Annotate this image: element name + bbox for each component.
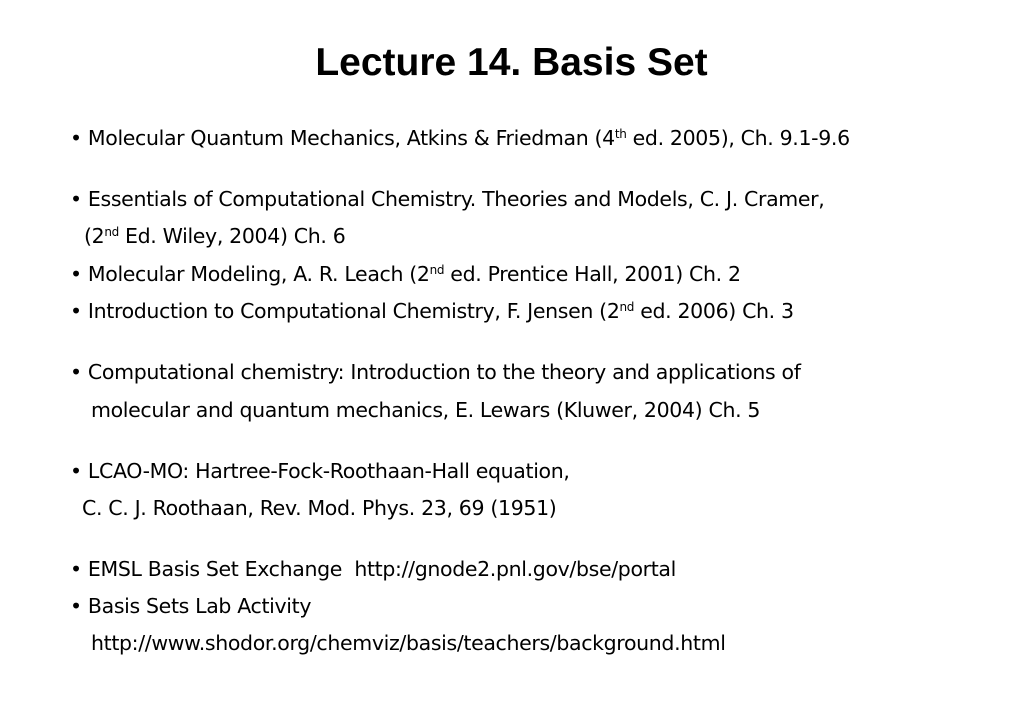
- ordinal-suffix: nd: [619, 300, 635, 314]
- bullet: •: [70, 360, 88, 384]
- reference-text: Introduction to Computational Chemistry, F. Jensen (2: [87, 299, 620, 323]
- reference-text: Molecular Modeling, A. R. Leach (2: [87, 262, 430, 286]
- reference-leach: [70, 259, 741, 289]
- bullet: •: [70, 459, 88, 483]
- bullet: •: [70, 557, 88, 581]
- bullet: •: [70, 299, 88, 323]
- reference-text: LCAO-MO: Hartree-Fock-Roothaan-Hall equation,: [87, 459, 570, 483]
- reference-url: http://www.shodor.org/chemviz/basis/teachers/background.html: [91, 631, 726, 655]
- reference-text: ed. 2005), Ch. 9.1-9.6: [626, 126, 850, 150]
- reference-emsl: [70, 554, 676, 584]
- ordinal-suffix: nd: [429, 263, 445, 277]
- reference-atkins: [70, 123, 850, 153]
- reference-text: EMSL Basis Set Exchange http://gnode2.pnl.gov/bse/portal: [87, 557, 676, 581]
- page-title: Lecture 14. Basis Set: [315, 41, 708, 84]
- reference-roothaan: [70, 456, 570, 486]
- ordinal-suffix: nd: [104, 225, 119, 239]
- reference-jensen: [70, 296, 794, 326]
- reference-text: ed. 2006) Ch. 3: [634, 299, 794, 323]
- reference-lewars: [70, 357, 801, 387]
- bullet: •: [70, 126, 88, 150]
- reference-lewars-continued: [91, 395, 760, 425]
- reference-text: Ed. Wiley, 2004) Ch. 6: [118, 224, 346, 248]
- reference-lab-activity: [70, 591, 311, 621]
- bullet: •: [70, 594, 88, 618]
- reference-cramer-continued: [84, 221, 345, 251]
- reference-text: Molecular Quantum Mechanics, Atkins & Friedman (4: [87, 126, 615, 150]
- reference-cramer: [70, 184, 824, 214]
- reference-text: molecular and quantum mechanics, E. Lewars (Kluwer, 2004) Ch. 5: [91, 398, 761, 422]
- reference-text: ed. Prentice Hall, 2001) Ch. 2: [444, 262, 741, 286]
- reference-text: C. C. J. Roothaan, Rev. Mod. Phys. 23, 69 (1951): [82, 496, 557, 520]
- reference-text: Computational chemistry: Introduction to the theory and applications of: [87, 360, 801, 384]
- reference-lab-activity-url: [91, 628, 726, 658]
- bullet: •: [70, 262, 88, 286]
- reference-text: (2: [84, 224, 105, 248]
- bullet: •: [70, 187, 88, 211]
- reference-roothaan-continued: [82, 493, 556, 523]
- reference-text: Essentials of Computational Chemistry. Theories and Models, C. J. Cramer,: [87, 187, 825, 211]
- reference-text: Basis Sets Lab Activity: [87, 594, 312, 618]
- ordinal-suffix: th: [614, 127, 627, 141]
